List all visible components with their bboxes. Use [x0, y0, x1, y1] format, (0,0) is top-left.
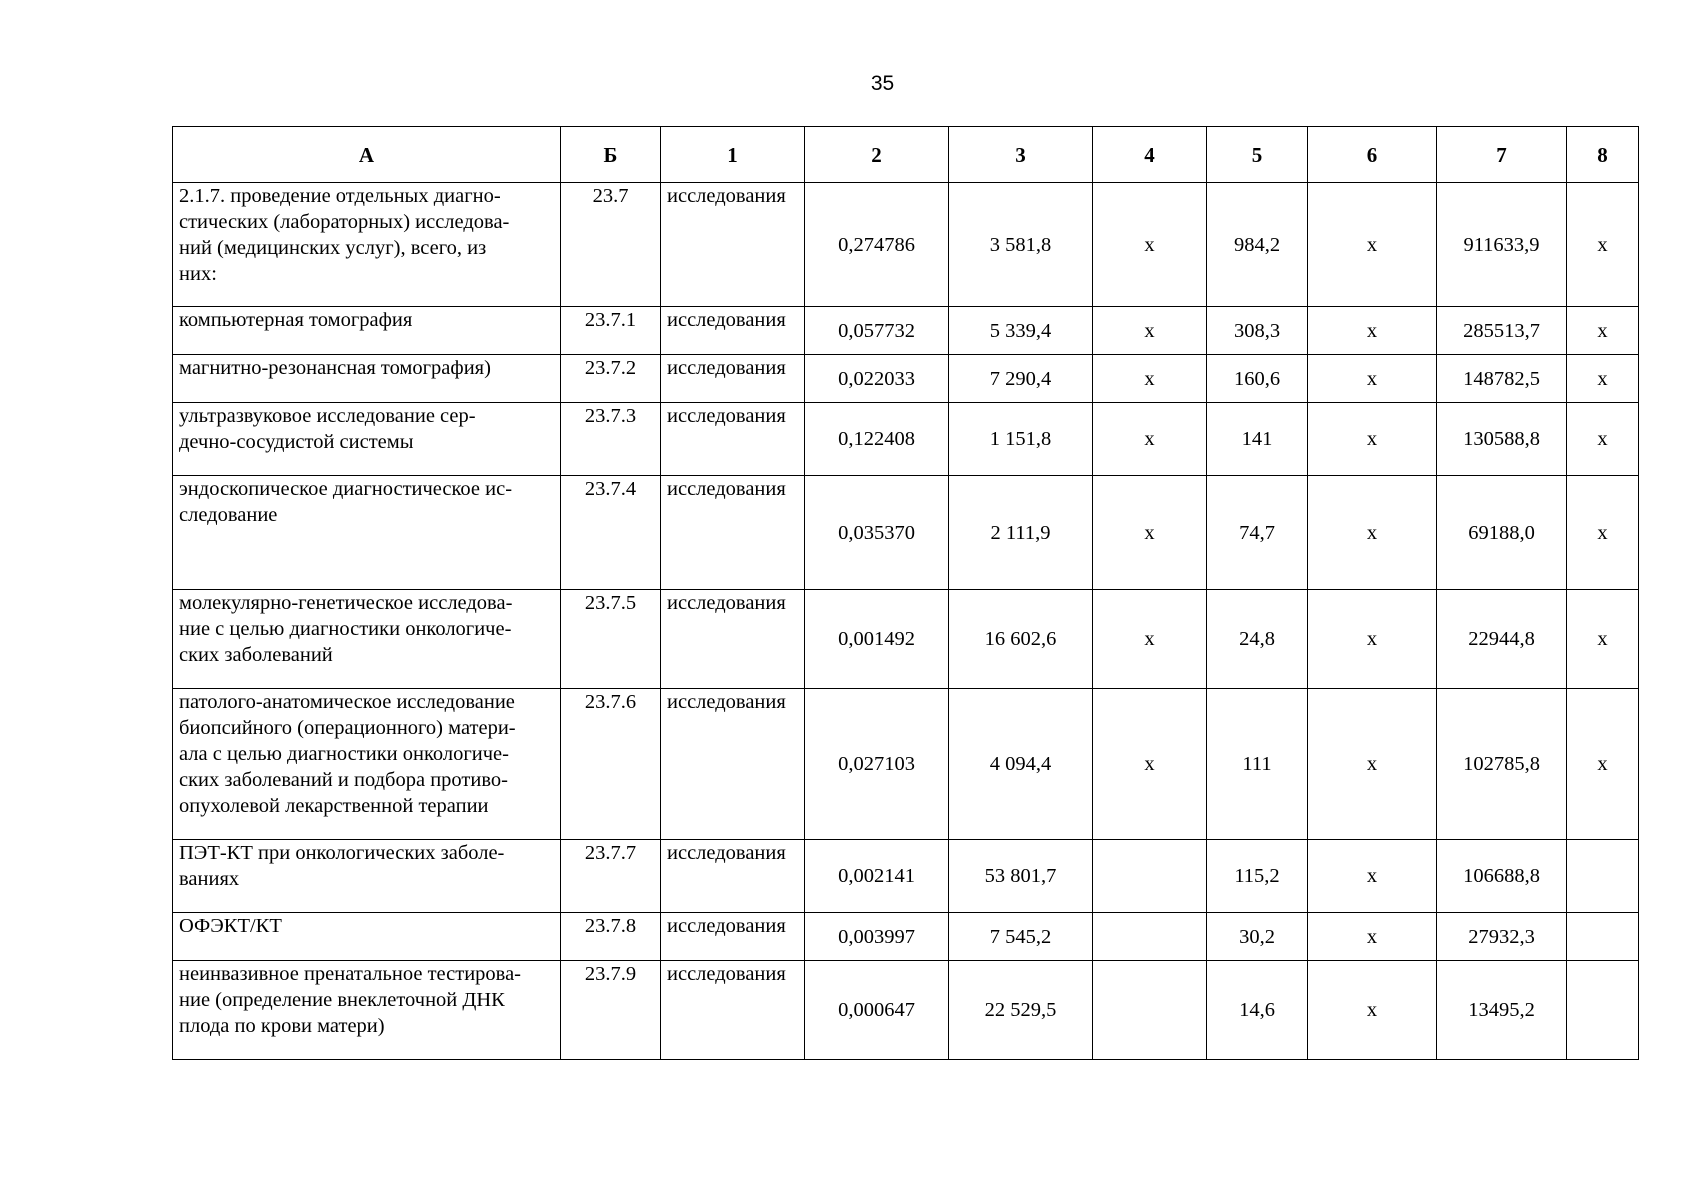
- row-value-c5: 14,6: [1207, 961, 1308, 1060]
- header-col-3: 3: [949, 127, 1093, 183]
- header-row: [173, 127, 1639, 183]
- row-value-c8: х: [1567, 689, 1639, 840]
- table-row: [173, 307, 1639, 355]
- row-value-c7: 27932,3: [1437, 913, 1567, 961]
- row-value-c2: 0,274786: [805, 183, 949, 307]
- row-value-c2: 0,003997: [805, 913, 949, 961]
- row-value-c4: [1093, 840, 1207, 913]
- row-value-c3: 16 602,6: [949, 590, 1093, 689]
- row-unit-cell: исследования: [661, 355, 805, 403]
- table-row: [173, 476, 1639, 590]
- table-row: [173, 403, 1639, 476]
- row-value-c4: х: [1093, 590, 1207, 689]
- row-value-c6: х: [1308, 840, 1437, 913]
- table-body: [173, 183, 1639, 1060]
- row-value-c2: 0,002141: [805, 840, 949, 913]
- row-unit-cell: исследования: [661, 840, 805, 913]
- row-value-c6: х: [1308, 403, 1437, 476]
- row-name-cell: эндоскопическое диагностическое ис- следование: [173, 476, 561, 590]
- row-name-cell: ультразвуковое исследование сер- дечно-сосудистой системы: [173, 403, 561, 476]
- row-unit-cell: исследования: [661, 913, 805, 961]
- header-col-4: 4: [1093, 127, 1207, 183]
- row-name-cell: ПЭТ-КТ при онкологических заболе- ваниях: [173, 840, 561, 913]
- row-code-cell: 23.7.6: [561, 689, 661, 840]
- row-value-c6: х: [1308, 590, 1437, 689]
- row-value-c6: х: [1308, 355, 1437, 403]
- row-value-c5: 160,6: [1207, 355, 1308, 403]
- row-value-c8: [1567, 913, 1639, 961]
- row-unit-cell: исследования: [661, 689, 805, 840]
- row-value-c3: 1 151,8: [949, 403, 1093, 476]
- row-value-c4: [1093, 913, 1207, 961]
- page-number: 35: [870, 72, 895, 95]
- row-value-c2: 0,022033: [805, 355, 949, 403]
- row-code-cell: 23.7.9: [561, 961, 661, 1060]
- header-col-5: 5: [1207, 127, 1308, 183]
- row-value-c3: 53 801,7: [949, 840, 1093, 913]
- row-unit-cell: исследования: [661, 476, 805, 590]
- row-value-c6: х: [1308, 183, 1437, 307]
- row-value-c8: [1567, 840, 1639, 913]
- row-value-c5: 308,3: [1207, 307, 1308, 355]
- row-value-c8: [1567, 961, 1639, 1060]
- row-value-c2: 0,001492: [805, 590, 949, 689]
- row-code-cell: 23.7.1: [561, 307, 661, 355]
- row-unit-cell: исследования: [661, 590, 805, 689]
- row-value-c3: 2 111,9: [949, 476, 1093, 590]
- row-code-cell: 23.7.3: [561, 403, 661, 476]
- row-unit-cell: исследования: [661, 307, 805, 355]
- row-value-c3: 5 339,4: [949, 307, 1093, 355]
- row-value-c3: 3 581,8: [949, 183, 1093, 307]
- header-col-6: 6: [1308, 127, 1437, 183]
- row-value-c4: х: [1093, 689, 1207, 840]
- table-row: [173, 961, 1639, 1060]
- row-name-cell: компьютерная томография: [173, 307, 561, 355]
- row-value-c2: 0,027103: [805, 689, 949, 840]
- table-row: [173, 840, 1639, 913]
- row-value-c4: х: [1093, 476, 1207, 590]
- row-value-c6: х: [1308, 689, 1437, 840]
- row-value-c5: 111: [1207, 689, 1308, 840]
- row-unit-cell: исследования: [661, 403, 805, 476]
- table-row: [173, 183, 1639, 307]
- header-col-8: 8: [1567, 127, 1639, 183]
- row-code-cell: 23.7: [561, 183, 661, 307]
- row-value-c3: 7 290,4: [949, 355, 1093, 403]
- table-row: [173, 689, 1639, 840]
- row-value-c6: х: [1308, 476, 1437, 590]
- header-col-1: 1: [661, 127, 805, 183]
- row-value-c7: 285513,7: [1437, 307, 1567, 355]
- row-unit-cell: исследования: [661, 961, 805, 1060]
- row-value-c5: 74,7: [1207, 476, 1308, 590]
- row-name-cell: магнитно-резонансная томография): [173, 355, 561, 403]
- row-value-c7: 13495,2: [1437, 961, 1567, 1060]
- row-value-c2: 0,057732: [805, 307, 949, 355]
- row-value-c7: 911633,9: [1437, 183, 1567, 307]
- row-value-c7: 148782,5: [1437, 355, 1567, 403]
- row-name-cell: молекулярно-генетическое исследова- ние с целью диагностики онкологиче- ских заболеваний: [173, 590, 561, 689]
- data-table: [172, 126, 1639, 1060]
- row-value-c4: х: [1093, 355, 1207, 403]
- table-header: [173, 127, 1639, 183]
- row-value-c2: 0,000647: [805, 961, 949, 1060]
- row-code-cell: 23.7.5: [561, 590, 661, 689]
- row-name-cell: патолого-анатомическое исследование биопсийного (операционного) матери- ала с целью диагностики онкологиче- ских заболеваний и подбора противо- опухолевой лекарственной терапии: [173, 689, 561, 840]
- header-col-7: 7: [1437, 127, 1567, 183]
- row-value-c5: 24,8: [1207, 590, 1308, 689]
- row-value-c8: х: [1567, 476, 1639, 590]
- row-value-c8: х: [1567, 403, 1639, 476]
- row-name-cell: ОФЭКТ/КТ: [173, 913, 561, 961]
- table-row: [173, 913, 1639, 961]
- row-code-cell: 23.7.4: [561, 476, 661, 590]
- row-value-c7: 130588,8: [1437, 403, 1567, 476]
- row-value-c2: 0,035370: [805, 476, 949, 590]
- row-value-c3: 7 545,2: [949, 913, 1093, 961]
- row-value-c8: х: [1567, 183, 1639, 307]
- row-value-c7: 69188,0: [1437, 476, 1567, 590]
- row-value-c8: х: [1567, 307, 1639, 355]
- table-row: [173, 355, 1639, 403]
- row-code-cell: 23.7.2: [561, 355, 661, 403]
- header-col-a: А: [173, 127, 561, 183]
- header-col-2: 2: [805, 127, 949, 183]
- row-value-c5: 984,2: [1207, 183, 1308, 307]
- row-name-cell: 2.1.7. проведение отдельных диагно- стических (лабораторных) исследова- ний (медицинских услуг), всего, из них:: [173, 183, 561, 307]
- row-name-cell: неинвазивное пренатальное тестирова- ние (определение внеклеточной ДНК плода по крови матери): [173, 961, 561, 1060]
- row-code-cell: 23.7.8: [561, 913, 661, 961]
- row-value-c5: 30,2: [1207, 913, 1308, 961]
- header-col-b: Б: [561, 127, 661, 183]
- row-value-c8: х: [1567, 355, 1639, 403]
- row-value-c5: 141: [1207, 403, 1308, 476]
- row-value-c4: х: [1093, 307, 1207, 355]
- row-code-cell: 23.7.7: [561, 840, 661, 913]
- row-value-c4: [1093, 961, 1207, 1060]
- row-value-c7: 106688,8: [1437, 840, 1567, 913]
- row-value-c7: 102785,8: [1437, 689, 1567, 840]
- row-value-c4: х: [1093, 403, 1207, 476]
- table-row: [173, 590, 1639, 689]
- row-value-c3: 22 529,5: [949, 961, 1093, 1060]
- row-value-c4: х: [1093, 183, 1207, 307]
- row-value-c6: х: [1308, 913, 1437, 961]
- row-value-c3: 4 094,4: [949, 689, 1093, 840]
- row-value-c7: 22944,8: [1437, 590, 1567, 689]
- row-value-c6: х: [1308, 961, 1437, 1060]
- row-value-c8: х: [1567, 590, 1639, 689]
- row-value-c2: 0,122408: [805, 403, 949, 476]
- row-unit-cell: исследования: [661, 183, 805, 307]
- row-value-c6: х: [1308, 307, 1437, 355]
- row-value-c5: 115,2: [1207, 840, 1308, 913]
